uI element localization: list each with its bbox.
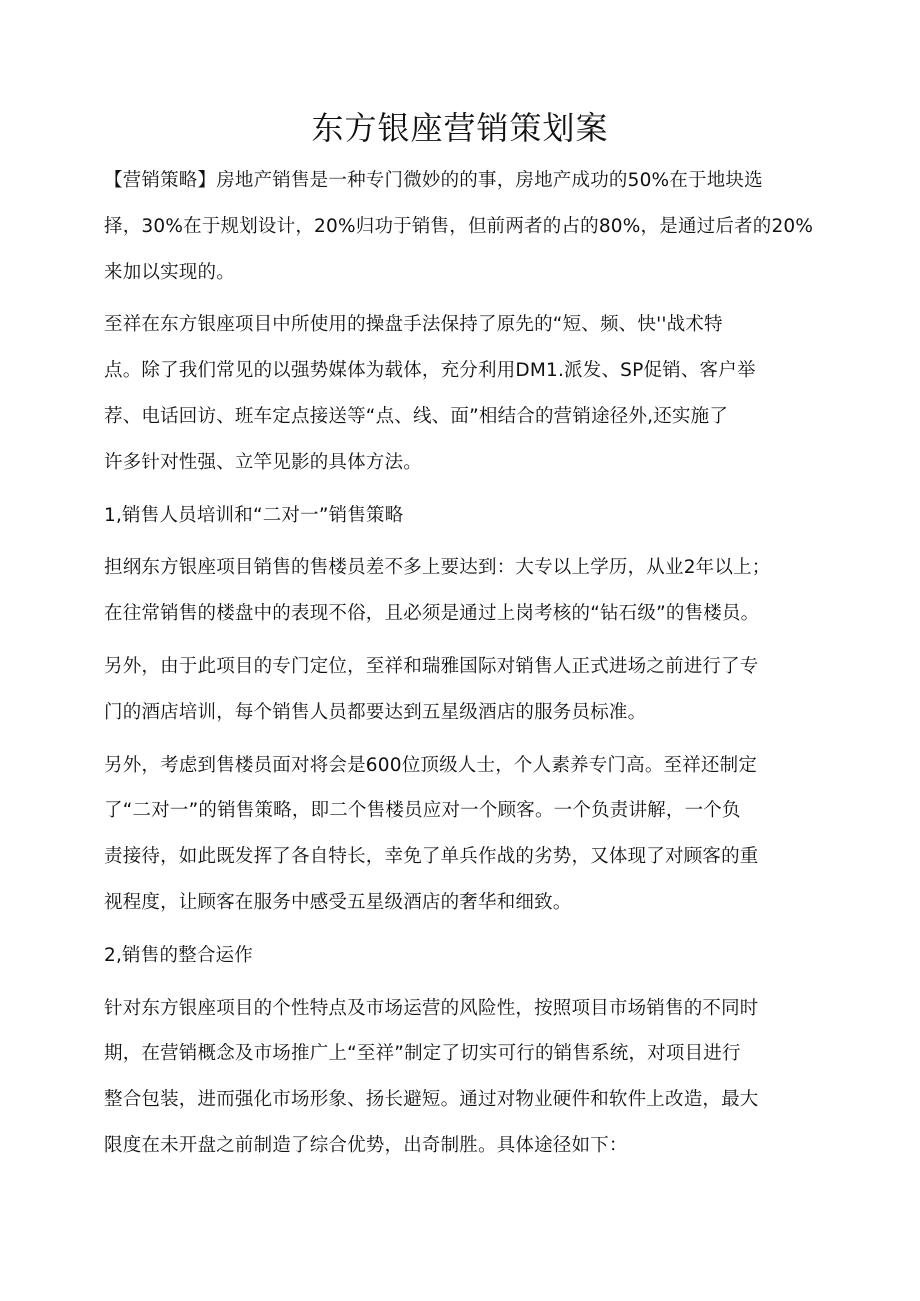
text-line: 视程度，让顾客在服务中感受五星级酒店的奢华和细致。 xyxy=(104,891,572,913)
text-line: 整合包装，进而强化市场形象、扬长避短。通过对物业硬件和软件上改造，最大 xyxy=(104,1089,759,1111)
document-body xyxy=(104,158,824,1169)
text-line: 【营销策略】房地产销售是一种专门微妙的的事，房地产成功的50%在于地块选 xyxy=(104,170,763,191)
text-line: 另外，由于此项目的专门定位，至祥和瑞雅国际对销售人正式进场之前进行了专 xyxy=(104,655,759,677)
paragraph-marketing-strategy xyxy=(104,158,824,295)
text-line: 责接待，如此既发挥了各自特长，幸免了单兵作战的劣势，又体现了对顾客的重 xyxy=(104,846,759,868)
text-line: 在往常销售的楼盘中的表现不俗，且必须是通过上岗考核的“钻石级”的售楼员。 xyxy=(104,603,760,625)
text-line: 另外，考虑到售楼员面对将会是600位顶级人士，个人素养专门高。至祥还制定 xyxy=(104,754,758,776)
paragraph-integrated-operation xyxy=(104,986,824,1169)
text-line: 许多针对性强、立竿见影的具体方法。 xyxy=(104,451,422,473)
text-line: 择，30%在于规划设计，20%归功于销售，但前两者的占的80%，是通过后者的20% xyxy=(104,215,814,237)
text-line: 期，在营销概念及市场推广上“至祥”制定了切实可行的销售系统，对项目进行 xyxy=(104,1043,741,1065)
text-line: 担纲东方银座项目销售的售楼员差不多上要达到：大专以上学历，从业2年以上； xyxy=(104,557,771,579)
text-line: 门的酒店培训，每个销售人员都要达到五星级酒店的服务员标准。 xyxy=(104,701,647,723)
text-line: 至祥在东方银座项目中所使用的操盘手法保持了原先的“短、频、快''战术特 xyxy=(104,314,723,336)
paragraph-sales-staff-requirements xyxy=(104,545,824,637)
paragraph-operating-approach xyxy=(104,302,824,485)
text-line: 限度在未开盘之前制造了综合优势，出奇制胜。具体途径如下： xyxy=(104,1134,628,1156)
section-heading-sales-training: 1,销售人员培训和“二对一”销售策略 xyxy=(104,504,404,526)
text-line: 了“二对一”的销售策略，即二个售楼员应对一个顾客。一个负责讲解，一个负 xyxy=(104,800,741,822)
paragraph-hotel-training xyxy=(104,644,824,736)
document-title: 东方银座营销策划案 xyxy=(311,109,609,147)
text-line: 点。除了我们常见的以强势媒体为载体，充分利用DM1.派发、SP促销、客户举 xyxy=(104,360,756,382)
text-line: 来加以实现的。 xyxy=(104,261,235,283)
paragraph-two-on-one-strategy xyxy=(104,743,824,926)
text-line: 荐、电话回访、班车定点接送等“点、线、面”相结合的营销途径外,还实施了 xyxy=(104,405,729,427)
text-line: 针对东方银座项目的个性特点及市场运营的风险性，按照项目市场销售的不同时 xyxy=(104,997,759,1019)
section-heading-sales-integration: 2,销售的整合运作 xyxy=(104,944,253,966)
